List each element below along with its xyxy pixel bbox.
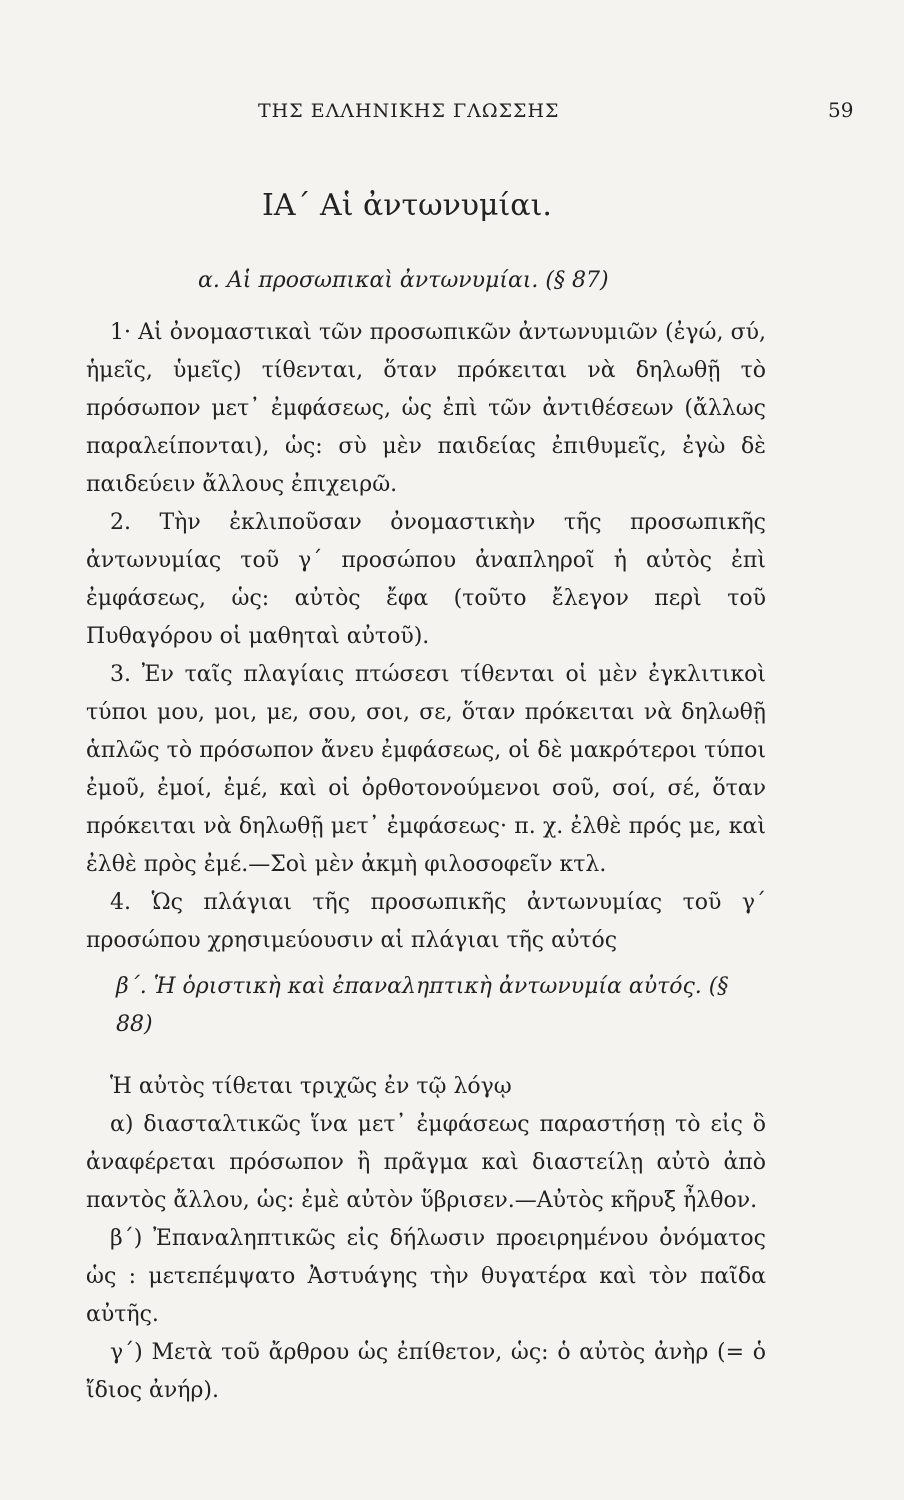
chapter-title: ΙΑ΄ Αἱ ἀντωνυμίαι. [262,188,552,223]
page-number: 59 [828,98,854,122]
paragraph-4: 4. Ὡς πλάγιαι τῆς προσωπικῆς ἀντωνυμίας τοῦ γ΄ προσώπου χρησιμεύουσιν αἱ πλάγιαι τῆς αὐτός [86,890,766,953]
section-a-heading: α. Αἱ προσωπικαὶ ἀντωνυμίαι. (§ 87) [198,268,609,293]
paragraph-alpha: α) διασταλτικῶς ἵνα μετ᾽ ἐμφάσεως παραστήσῃ τὸ εἰς ὃ ἀναφέρεται πρόσωπον ἢ πρᾶγμα καὶ διαστείλῃ αὐτὸ ἀπὸ παντὸς ἄλλου, ὡς: ἐμὲ αὐτὸν ὕβρισεν.—Αὐτὸς κῆρυξ ἦλθον. [86,1112,766,1213]
section-b-heading: β΄. Ἡ ὁριστικὴ καὶ ἐπαναληπτικὴ ἀντωνυμία αὐτός. (§ 88) [116,974,729,1037]
paragraph-gamma: γ΄) Μετὰ τοῦ ἄρθρου ὡς ἐπίθετον, ὡς: ὁ αὐτὸς ἀνὴρ (= ὁ ἴδιος ἀνήρ). [86,1340,766,1403]
paragraph-1: 1· Αἱ ὀνομαστικαὶ τῶν προσωπικῶν ἀντωνυμιῶν (ἐγώ, σύ, ἡμεῖς, ὑμεῖς) τίθενται, ὅταν πρόκειται νὰ δηλωθῇ τὸ πρόσωπον μετ᾽ ἐμφάσεως, ὡς ἐπὶ τῶν ἀντιθέσεων (ἄλλως παραλείπονται), ὡς: σὺ μὲν παιδείας ἐπιθυμεῖς, ἐγὼ δὲ παιδεύειν ἄλλους ἐπιχειρῶ. [86,320,766,497]
section-a-body [86,314,766,960]
section-b [86,968,766,1410]
section-b-body [86,1068,766,1410]
section-b-intro: Ἡ αὐτὸς τίθεται τριχῶς ἐν τῷ λόγῳ [110,1074,512,1099]
paragraph-beta: β΄) Ἐπαναληπτικῶς εἰς δήλωσιν προειρημένου ὀνόματος ὡς : μετεπέμψατο Ἀστυάγης τὴν θυγατέρα καὶ τὸν παῖδα αὐτῆς. [86,1226,766,1327]
running-head: ΤΗΣ ΕΛΛΗΝΙΚΗΣ ΓΛΩΣΣΗΣ [258,100,560,122]
paragraph-3: 3. Ἐν ταῖς πλαγίαις πτώσεσι τίθενται οἱ μὲν ἐγκλιτικοὶ τύποι μου, μοι, με, σου, σοι, σε, ὅταν πρόκειται νὰ δηλωθῇ ἁπλῶς τὸ πρόσωπον ἄνευ ἐμφάσεως, οἱ δὲ μακρότεροι τύποι ἐμοῦ, ἐμοί, ἐμέ, καὶ οἱ ὀρθοτονούμενοι σοῦ, σοί, σέ, ὅταν πρόκειται νὰ δηλωθῇ μετ᾽ ἐμφάσεως· π. χ. ἐλθὲ πρός με, καὶ ἐλθὲ πρὸς ἐμέ.—Σοὶ μὲν ἀκμὴ φιλοσοφεῖν κτλ. [86,662,766,877]
paragraph-2: 2. Τὴν ἐκλιποῦσαν ὀνομαστικὴν τῆς προσωπικῆς ἀντωνυμίας τοῦ γ΄ προσώπου ἀναπληροῖ ἡ αὐτὸς ἐπὶ ἐμφάσεως, ὡς: αὐτὸς ἔφα (τοῦτο ἔλεγον περὶ τοῦ Πυθαγόρου οἱ μαθηταὶ αὐτοῦ). [86,510,766,649]
section-a [86,262,766,960]
